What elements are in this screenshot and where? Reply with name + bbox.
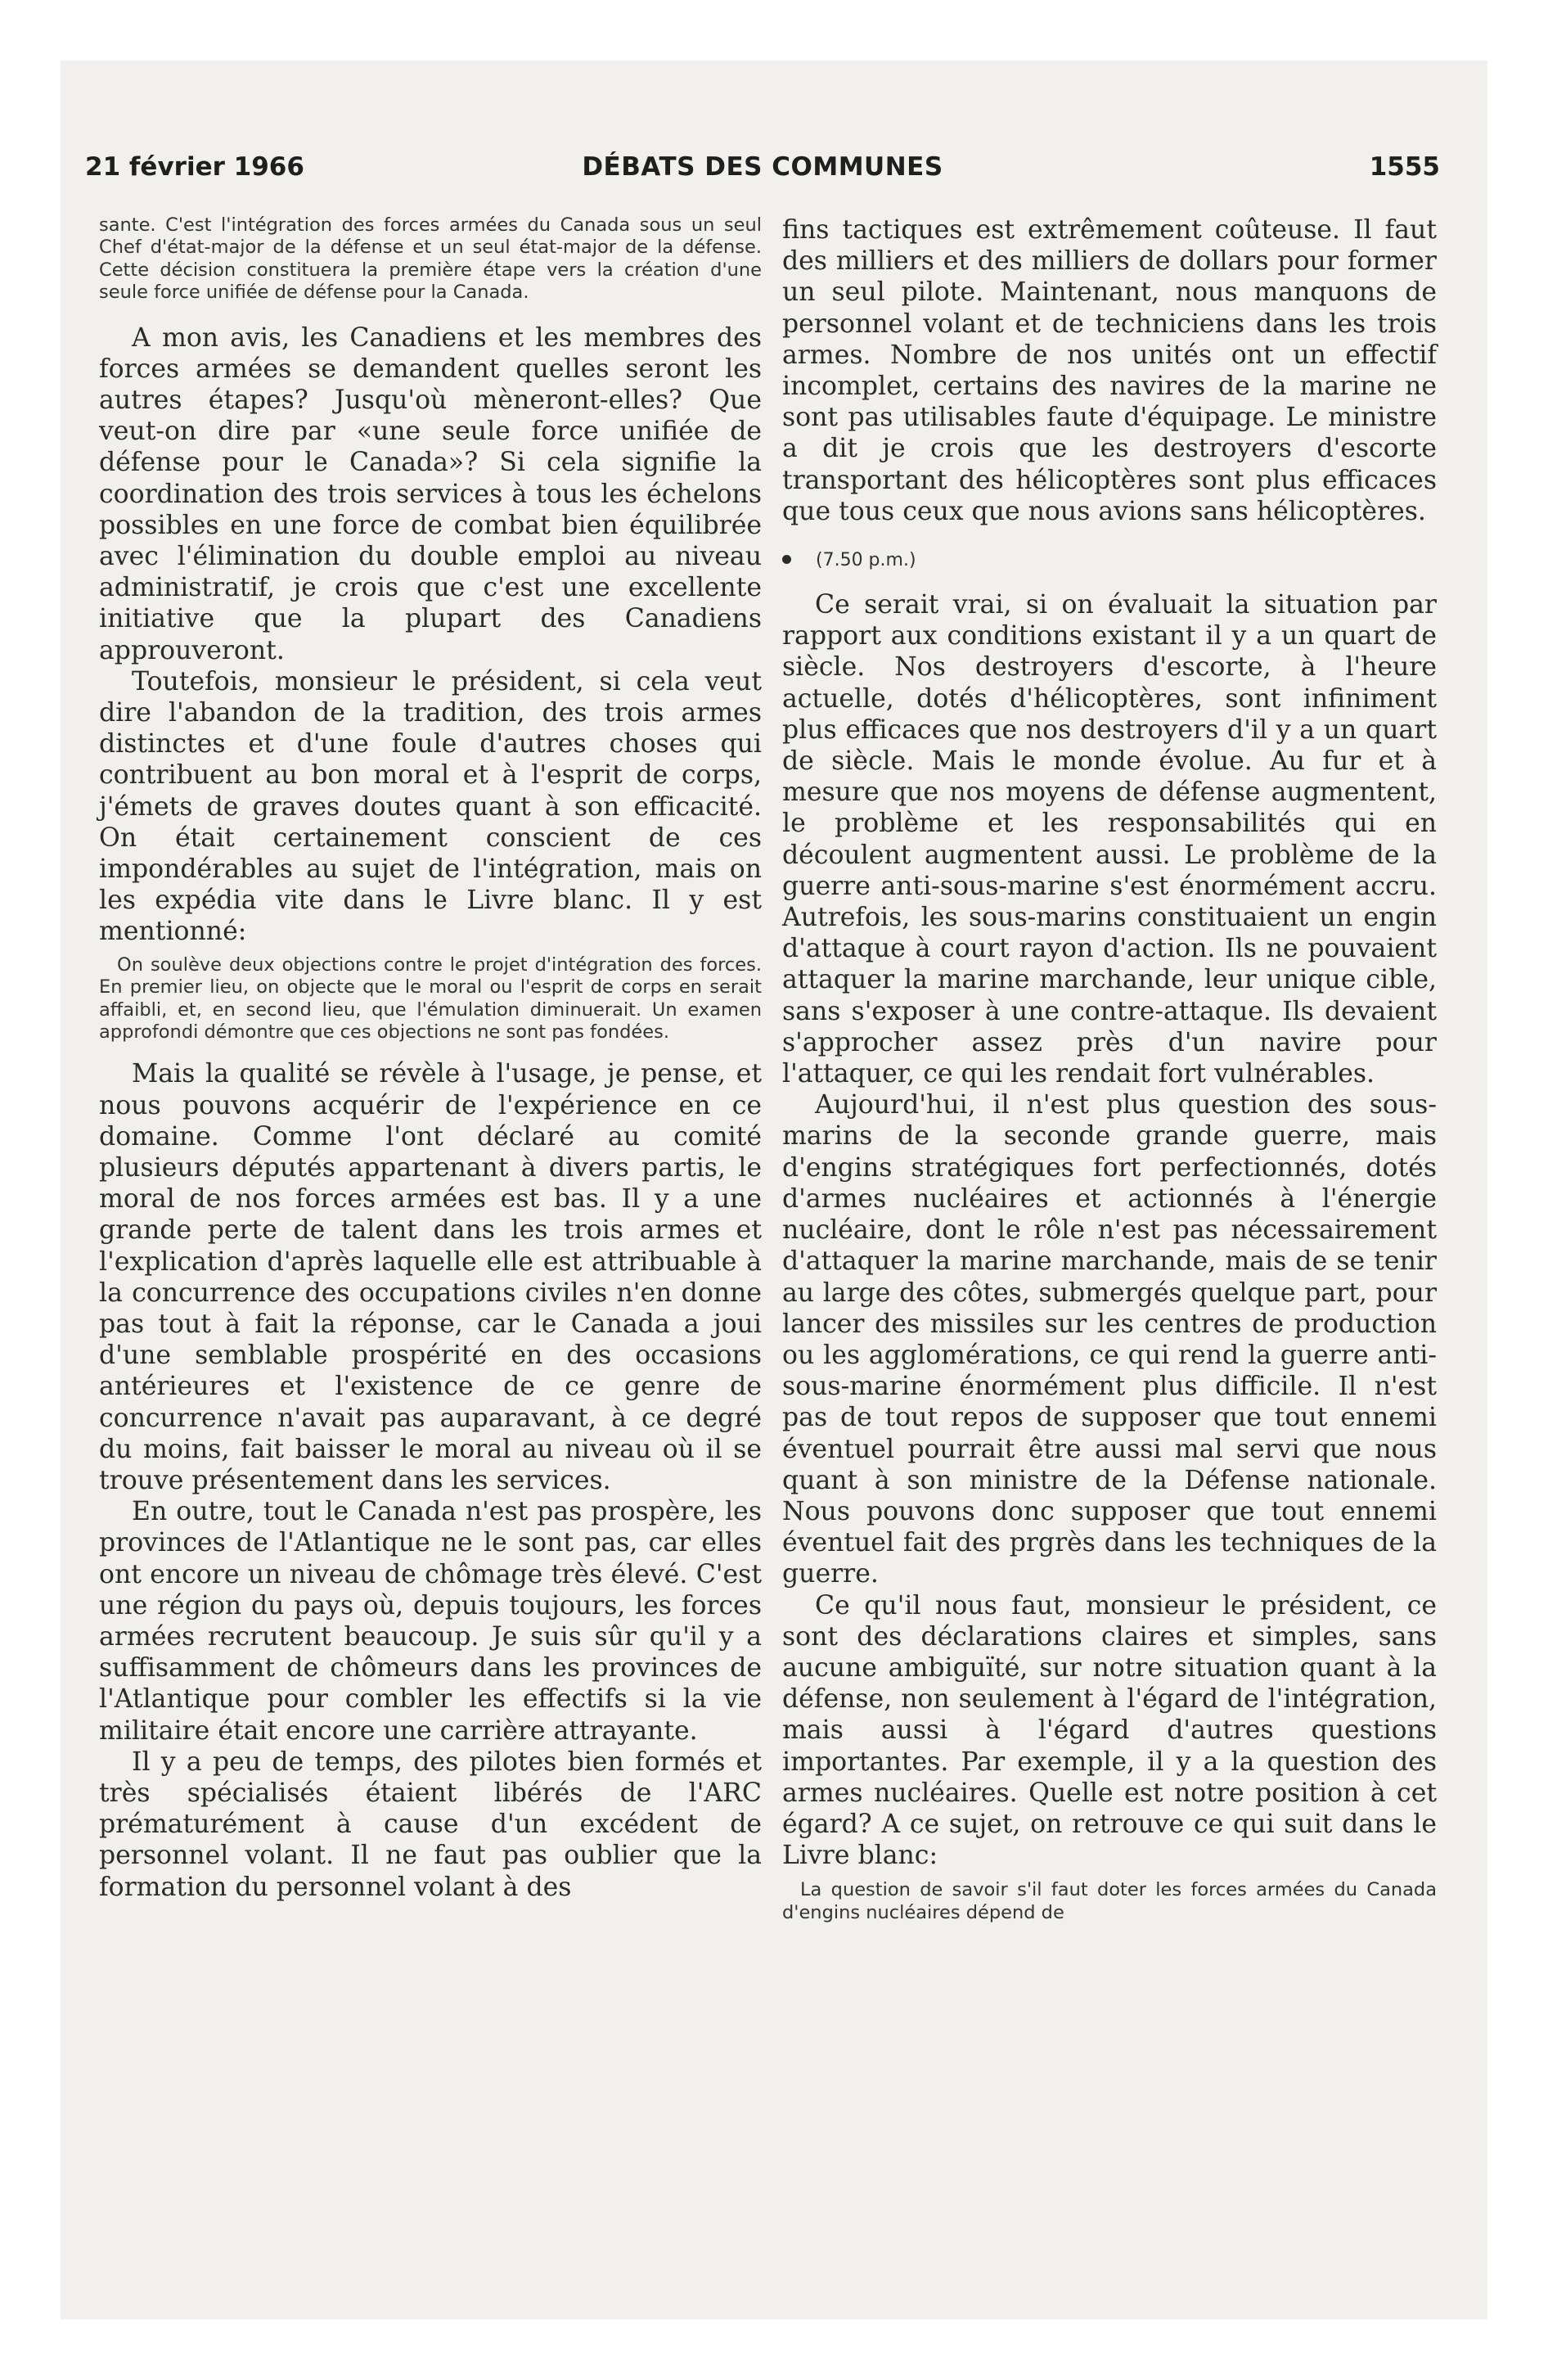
paragraph: Ce qu'il nous faut, monsieur le président, ce sont des déclarations claires et simples, sans aucune ambiguïté, sur notre situation quant à la défense, non seulement à l'égard de l'intégration, mais aussi à l'égard d'autres questions importantes. Par exemple, il y a la question des armes nucléaires. Quelle est notre position à cet égard? A ce sujet, on retrouve ce qui suit dans le Livre blanc:	[782, 1590, 1437, 1871]
left-column	[99, 214, 762, 1903]
paragraph: Toutefois, monsieur le président, si cela veut dire l'abandon de la tradition, des trois armes distinctes et d'une foule d'autres choses qui contribuent au bon moral et à l'esprit de corps, j'émets de graves doutes quant à son efficacité. On était certainement conscient de ces impondérables au sujet de l'intégration, mais on les expédia vite dans le Livre blanc. Il y est mentionné:	[99, 666, 762, 947]
right-column	[782, 214, 1437, 1924]
paragraph: A mon avis, les Canadiens et les membres des forces armées se demandent quelles seront les autres étapes? Jusqu'où mèneront-elles? Que veut-on dire par «une seule force unifiée de défense pour le Canada»? Si cela signifie la coordination des trois services à tous les échelons possibles en une force de combat bien équilibrée avec l'élimination du double emploi au niveau administratif, je crois que c'est une excellente initiative que la plupart des Canadiens approuveront.	[99, 322, 762, 665]
paragraph: Ce serait vrai, si on évaluait la situation par rapport aux conditions existant il y a un quart de siècle. Nos destroyers d'escorte, à l'heure actuelle, dotés d'hélicoptères, sont infiniment plus efficaces que nos destroyers d'il y a un quart de siècle. Mais le monde évolue. Au fur et à mesure que nos moyens de défense augmentent, le problème et les responsabilités qui en découlent augmentent aussi. Le problème de la guerre anti-sous-marine s'est énormément accru. Autrefois, les sous-marins constituaient un engin d'attaque à court rayon d'action. Ils ne pouvaient attaquer la marine marchande, leur unique cible, sans s'exposer à une contre-attaque. Ils devaient s'approcher assez près d'un navire pour l'attaquer, ce qui les rendait fort vulnérables.	[782, 590, 1437, 1089]
time-stamp	[782, 548, 1437, 573]
paragraph: Aujourd'hui, il n'est plus question des sous-marins de la seconde grande guerre, mais d'engins stratégiques fort perfectionnés, dotés d'armes nucléaires et actionnés à l'énergie nucléaire, dont le rôle n'est pas nécessairement d'attaquer la marine marchande, mais de se tenir au large des côtes, submergés quelque part, pour lancer des missiles sur les centres de production ou les agglomérations, ce qui rend la guerre anti-sous-marine énormément plus difficile. Il n'est pas de tout repos de supposer que tout ennemi éventuel pourrait être aussi mal servi que nous quant à son ministre de la Défense nationale. Nous pouvons donc supposer que tout ennemi éventuel fait des prgrès dans les techniques de la guerre.	[782, 1090, 1437, 1589]
header-date: 21 février 1966	[85, 152, 304, 182]
block-quote: La question de savoir s'il faut doter les forces armées du Canada d'engins nucléaires dépend de	[782, 1879, 1437, 1923]
time-stamp-text: (7.50 p.m.)	[816, 550, 916, 571]
page-number: 1555	[1369, 152, 1440, 182]
paragraph: fins tactiques est extrêmement coûteuse. Il faut des milliers et des milliers de dollars pour former un seul pilote. Maintenant, nous manquons de personnel volant et de techniciens dans les trois armes. Nombre de nos unités ont un effectif incomplet, certains des navires de la marine ne sont pas utilisables faute d'équipage. Le ministre a dit je crois que les destroyers d'escorte transportant des hélicoptères sont plus efficaces que tous ceux que nous avions sans hélicoptères.	[782, 215, 1437, 526]
paragraph: sante. C'est l'intégration des forces armées du Canada sous un seul Chef d'état-major de la défense et un seul état-major de la défense. Cette décision constituera la première étape vers la création d'une seule force unifiée de défense pour la Canada.	[99, 214, 762, 304]
block-quote: On soulève deux objections contre le projet d'intégration des forces. En premier lieu, on objecte que le moral ou l'esprit de corps en serait affaibli, et, en second lieu, que l'émulation diminuerait. Un examen approfondi démontre que ces objections ne sont pas fondées.	[99, 953, 762, 1043]
page-header	[85, 152, 1440, 193]
paragraph: En outre, tout le Canada n'est pas prospère, les provinces de l'Atlantique ne le sont pas, car elles ont encore un niveau de chômage très élevé. C'est une région du pays où, depuis toujours, les forces armées recrutent beaucoup. Je suis sûr qu'il y a suffisamment de chômeurs dans les provinces de l'Atlantique pour combler les effectifs si la vie militaire était encore une carrière attrayante.	[99, 1497, 762, 1746]
paragraph: Il y a peu de temps, des pilotes bien formés et très spécialisés étaient libérés de l'ARC prématurément à cause d'un excédent de personnel volant. Il ne faut pas oublier que la formation du personnel volant à des	[99, 1747, 762, 1902]
paragraph: Mais la qualité se révèle à l'usage, je pense, et nous pouvons acquérir de l'expérience en ce domaine. Comme l'ont déclaré au comité plusieurs députés appartenant à divers partis, le moral de nos forces armées est bas. Il y a une grande perte de talent dans les trois armes et l'explication d'après laquelle elle est attribuable à la concurrence des occupations civiles n'en donne pas tout à fait la réponse, car le Canada a joui d'une semblable prospérité en des occasions antérieures et l'existence de ce genre de concurrence n'avait pas auparavant, à ce degré du moins, fait baisser le moral au niveau où il se trouve présentement dans les services.	[99, 1059, 762, 1495]
bullet-icon	[782, 555, 791, 564]
header-title: DÉBATS DES COMMUNES	[582, 152, 943, 182]
